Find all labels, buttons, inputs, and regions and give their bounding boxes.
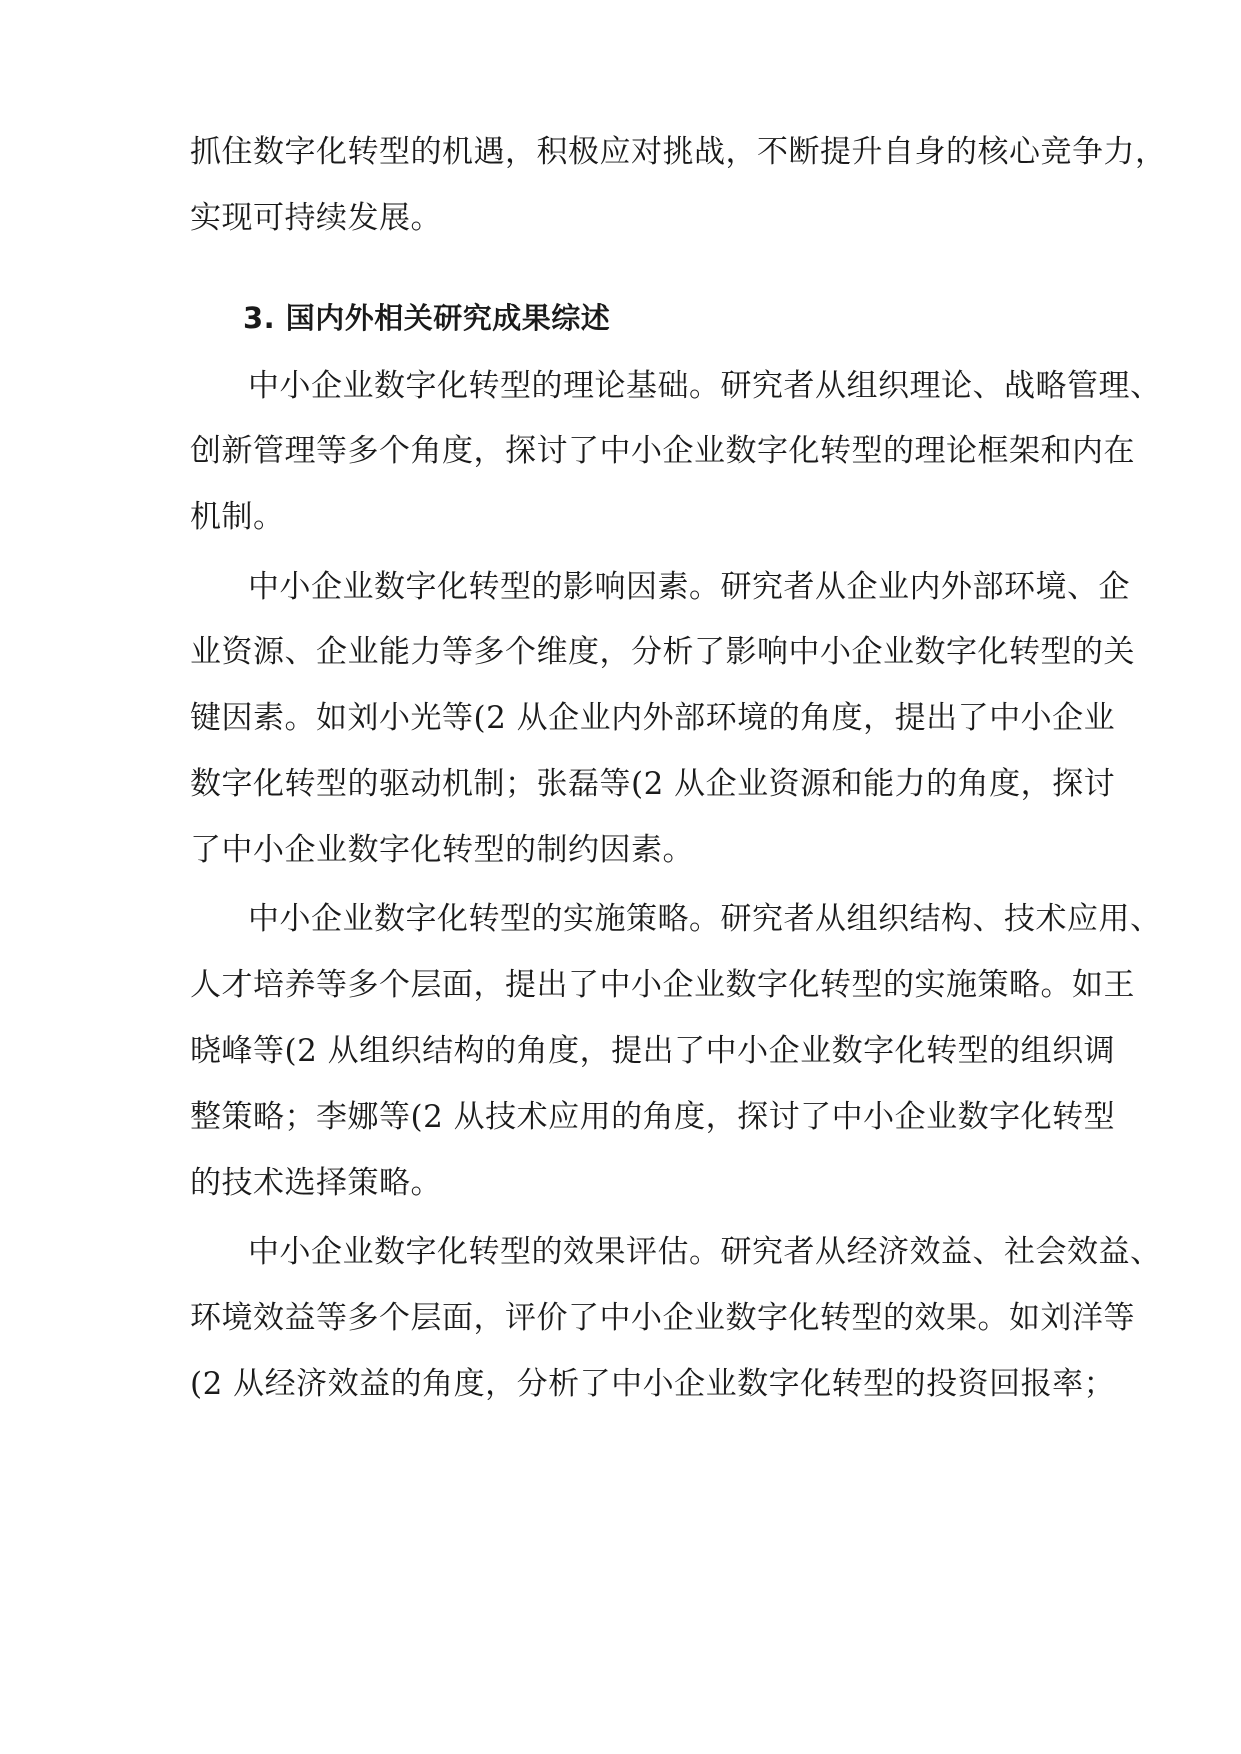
text-line: 键因素。如刘小光等(2 从企业内外部环境的角度，提出了中小企业 <box>190 700 1116 736</box>
section-heading: 3. 国内外相关研究成果综述 <box>243 301 611 335</box>
text-line: 中小企业数字化转型的理论基础。研究者从组织理论、战略管理、 <box>248 368 1162 404</box>
text-line: 数字化转型的驱动机制；张磊等(2 从企业资源和能力的角度，探讨 <box>190 766 1116 802</box>
text-line: 中小企业数字化转型的影响因素。研究者从企业内外部环境、企 <box>248 569 1130 605</box>
text-line: 人才培养等多个层面，提出了中小企业数字化转型的实施策略。如王 <box>190 967 1135 1003</box>
text-line: 实现可持续发展。 <box>190 200 442 236</box>
text-line: 了中小企业数字化转型的制约因素。 <box>190 832 694 868</box>
text-line: 环境效益等多个层面，评价了中小企业数字化转型的效果。如刘洋等 <box>190 1300 1135 1336</box>
text-line: (2 从经济效益的角度，分析了中小企业数字化转型的投资回报率； <box>190 1366 1116 1402</box>
text-line: 创新管理等多个角度，探讨了中小企业数字化转型的理论框架和内在 <box>190 433 1135 469</box>
text-line: 整策略；李娜等(2 从技术应用的角度，探讨了中小企业数字化转型 <box>190 1099 1116 1135</box>
text-line: 机制。 <box>190 499 285 535</box>
text-line: 中小企业数字化转型的实施策略。研究者从组织结构、技术应用、 <box>248 901 1162 937</box>
text-line: 晓峰等(2 从组织结构的角度，提出了中小企业数字化转型的组织调 <box>190 1033 1116 1069</box>
text-line: 业资源、企业能力等多个维度，分析了影响中小企业数字化转型的关 <box>190 634 1135 670</box>
text-line: 中小企业数字化转型的效果评估。研究者从经济效益、社会效益、 <box>248 1234 1162 1270</box>
text-line: 抓住数字化转型的机遇，积极应对挑战，不断提升自身的核心竞争力， <box>190 134 1167 170</box>
text-line: 的技术选择策略。 <box>190 1165 442 1201</box>
